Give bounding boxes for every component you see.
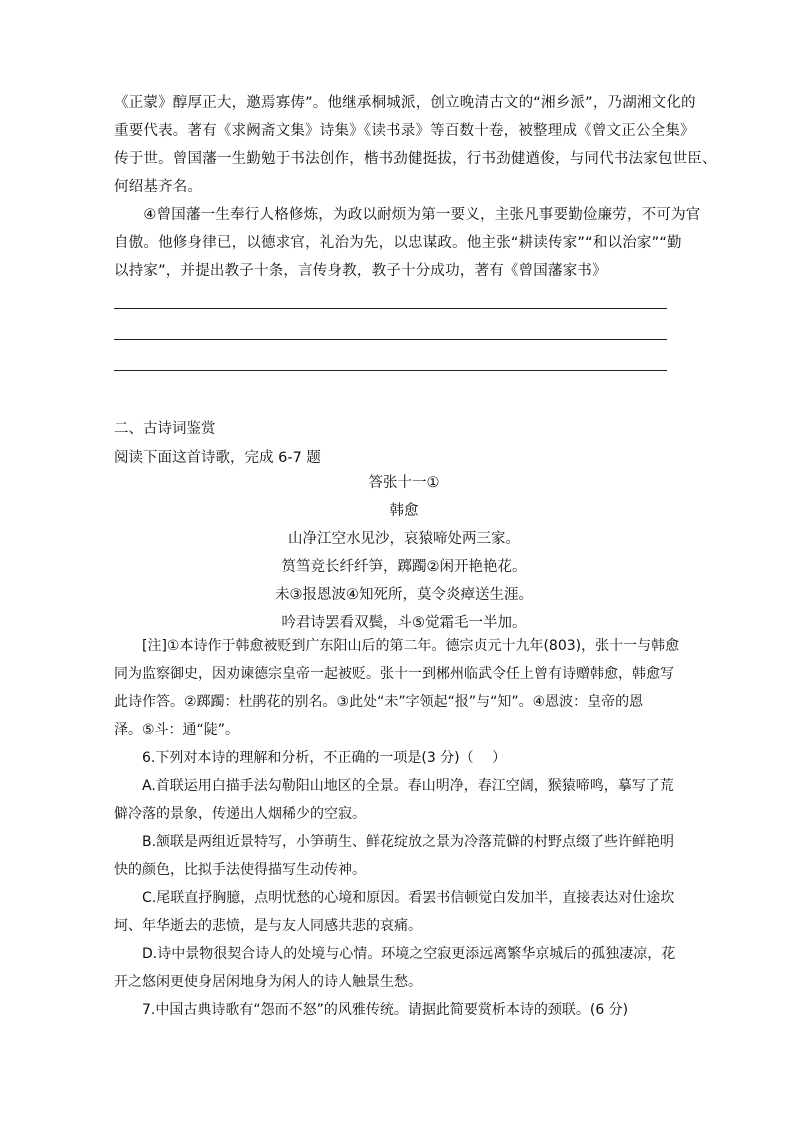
text-line: ④曾国藩一生奉行人格修炼，为政以耐烦为第一要义，主张凡事要勤俭廉劳，不可为官 — [114, 207, 701, 223]
note-line: [注]①本诗作于韩愈被贬到广东阳山后的第二年。德宗贞元十九年(803)，张十一与韩愈 — [114, 638, 680, 654]
question-stem: 7.中国古典诗歌有“怨而不怒”的风雅传统。请据此简要赏析本诗的颈联。(6 分) — [114, 1002, 629, 1018]
passage-paragraph-1 — [114, 89, 717, 201]
text-line: 传于世。曾国藩一生勤勉于书法创作，楷书劲健挺拔，行书劲健遒俊，与同代书法家包世臣、 — [114, 151, 717, 167]
note-line: 此诗作答。②踯躅：杜鹃花的别名。③此处“未”字领起“报”与“知”。④恩波：皇帝的恩 — [114, 694, 644, 710]
answer-line[interactable] — [114, 308, 667, 309]
question-stem: 6.下列对本诗的理解和分析，不正确的一项是(3 分)（ ） — [114, 750, 507, 766]
option-a-cont: 僻冷落的景象，传递出人烟稀少的空寂。 — [114, 806, 366, 822]
option-b-cont: 快的颜色，比拟手法使得描写生动传神。 — [114, 862, 366, 878]
option-b[interactable]: B.颔联是两组近景特写，小笋萌生、鲜花绽放之景为冷落荒僻的村野点缀了些许鲜艳明 — [114, 834, 675, 850]
option-c-cont: 坷、年华逝去的悲愤，是与友人同感共悲的哀痛。 — [114, 918, 422, 934]
passage-paragraph-2 — [114, 201, 701, 285]
option-a[interactable]: A.首联运用白描手法勾勒阳山地区的全景。春山明净，春江空阔，猴猿啼鸣，摹写了荒 — [114, 778, 674, 794]
option-c[interactable]: C.尾联直抒胸臆，点明忧愁的心境和原因。看罢书信顿觉白发加半，直接表达对仕途坎 — [114, 890, 675, 906]
section-heading: 二、古诗词鉴赏 — [114, 421, 216, 437]
poem-line: 未③报恩波④知死所，莫令炎瘴送生涯。 — [275, 587, 533, 603]
poem-line: 山净江空水见沙，哀猿啼处两三家。 — [288, 531, 520, 547]
option-d[interactable]: D.诗中景物很契合诗人的处境与心情。环境之空寂更添远离繁华京城后的孤独凄凉，花 — [114, 946, 676, 962]
text-line: 自傲。他修身律已，以德求官，礼治为先，以忠谋政。他主张“耕读传家”“和以治家”“勤 — [114, 235, 682, 251]
note-line: 泽。⑤斗：通“陡”。 — [114, 722, 240, 738]
option-d-cont: 开之悠闲更使身居闲地身为闲人的诗人触景生愁。 — [114, 974, 422, 990]
text-line: 以持家”，并提出教子十条，言传身教，教子十分成功，著有《曾国藩家书》 — [114, 263, 607, 279]
poem — [114, 469, 694, 637]
poem-line: 筼筜竞长纤纤笋，踯躅②闲开艳艳花。 — [281, 559, 527, 575]
question-6 — [114, 744, 674, 996]
text-line: 重要代表。著有《求阙斋文集》诗集》《读书录》等百数十卷，被整理成《曾文正公全集》 — [114, 123, 695, 139]
poem-author: 韩愈 — [389, 503, 419, 519]
answer-line[interactable] — [114, 370, 667, 371]
text-line: 《正蒙》醇厚正大，邀焉寡俦”。他继承桐城派，创立晚清古文的“湘乡派”，乃湖湘文化的 — [114, 95, 696, 111]
section-instruction: 阅读下面这首诗歌，完成 6-7 题 — [114, 450, 321, 466]
note-line: 同为监察御史，因劝谏德宗皇帝一起被贬。张十一到郴州临武令任上曾有诗赠韩愈，韩愈写 — [114, 666, 674, 682]
poem-line: 吟君诗罢看双鬓，斗⑤觉霜毛一半加。 — [281, 615, 527, 631]
poem-title: 答张十一① — [368, 475, 440, 491]
poem-notes — [114, 632, 680, 744]
question-7 — [114, 996, 674, 1024]
text-line: 何绍基齐名。 — [114, 179, 203, 195]
answer-line[interactable] — [114, 339, 667, 340]
